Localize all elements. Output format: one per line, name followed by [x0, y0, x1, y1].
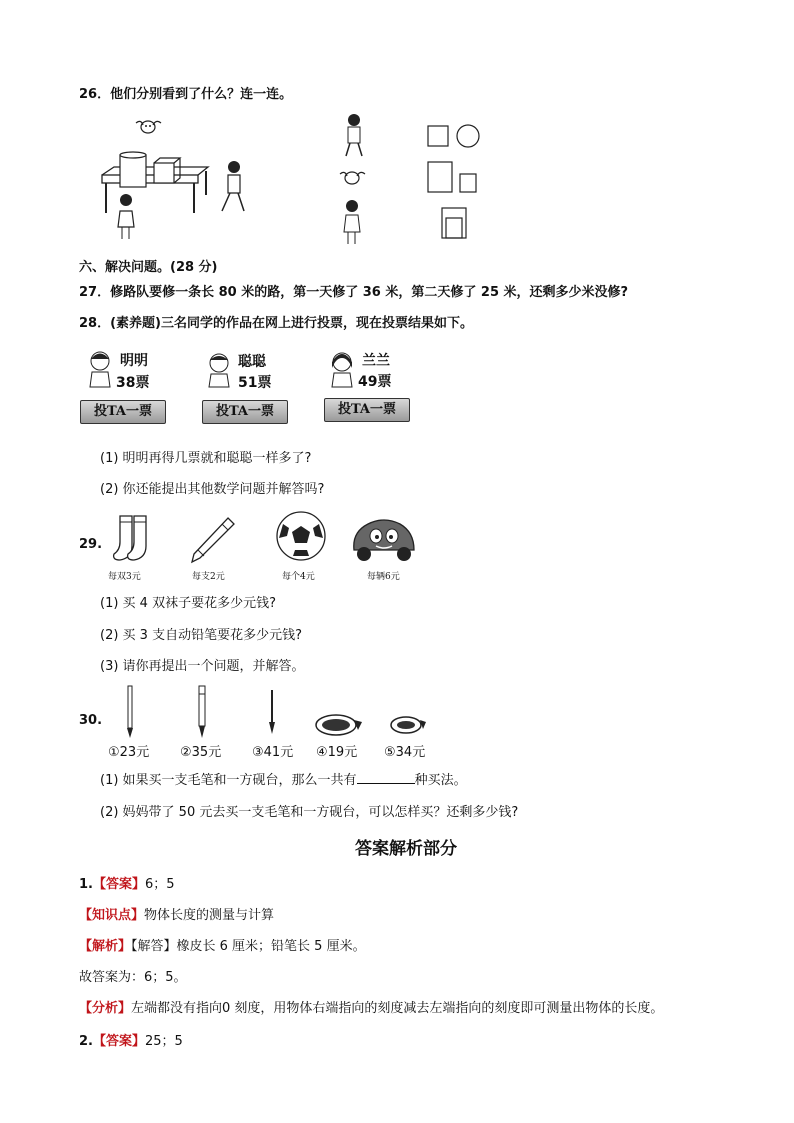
question-28-sub1: (1) 明明再得几票就和聪聪一样多了? [100, 451, 312, 466]
football-icon [275, 510, 327, 562]
vote-button-lanlan[interactable]: 投TA一票 [324, 398, 410, 422]
answer-blank[interactable] [357, 771, 415, 784]
question-29-number: 29. [79, 537, 103, 552]
boy-avatar-icon [205, 352, 233, 388]
answer-1 [79, 873, 175, 892]
view-overlap [442, 208, 466, 238]
view-square-circle [428, 125, 479, 147]
view-rect-square [428, 162, 476, 192]
brush-icon [124, 684, 136, 740]
inkstone-icon [388, 714, 428, 736]
method-value: 左端都没有指向0 刻度，用物体右端指向的刻度减去左端指向的刻度即可测量出物体的长度。 [131, 1001, 664, 1016]
knowledge-point [79, 904, 274, 923]
analysis [79, 935, 366, 954]
question-28-text: 28．(素养题)三名同学的作品在网上进行投票，现在投票结果如下。 [79, 316, 473, 331]
question-29-sub2: (2) 买 3 支自动铅笔要花多少元钱? [100, 628, 302, 643]
q26-viewers-column [336, 112, 376, 246]
answer-value: 6；5 [145, 877, 175, 892]
analysis-tag: 【解析】 [79, 939, 132, 954]
price-label: 每辆6元 [367, 572, 400, 582]
answer-value: 25；5 [145, 1034, 183, 1049]
vote-button-congcong[interactable]: 投TA一票 [202, 400, 288, 424]
bird-icon [136, 121, 161, 133]
answer-tag: 【答案】 [92, 877, 145, 892]
question-29-sub1: (1) 买 4 双袜子要花多少元钱? [100, 596, 276, 611]
boy-icon [346, 114, 362, 156]
sub1-text-before: (1) 如果买一支毛笔和一方砚台，那么一共有 [100, 773, 357, 788]
answer-2 [79, 1030, 183, 1049]
question-26-title: 26．他们分别看到了什么？连一连。 [79, 87, 293, 102]
method-analysis [79, 997, 663, 1016]
price-label: 每双3元 [108, 572, 141, 582]
candidate-name: 兰兰 [362, 353, 390, 369]
pencil-icon [186, 514, 236, 564]
analysis-value: 【解答】橡皮长 6 厘米；铅笔长 5 厘米。 [131, 939, 366, 954]
candidate-votes: 49票 [358, 374, 392, 390]
knowledge-value: 物体长度的测量与计算 [144, 908, 275, 923]
socks-icon [112, 514, 158, 564]
brush-icon [196, 684, 208, 740]
answer-tag: 【答案】 [92, 1034, 145, 1049]
item-label: ②35元 [180, 745, 222, 760]
inkstone-icon [314, 712, 364, 738]
price-label: 每支2元 [192, 572, 225, 582]
bird-icon [340, 172, 365, 184]
girl-icon [344, 200, 360, 244]
brush-icon [266, 688, 278, 738]
candidate-name: 明明 [120, 353, 148, 369]
q26-views-column [424, 122, 494, 242]
section-6-title: 六、解决问题。(28 分) [79, 260, 218, 275]
item-label: ④19元 [316, 745, 358, 760]
vote-button-mingming[interactable]: 投TA一票 [80, 400, 166, 424]
boy-avatar-icon [86, 350, 114, 388]
candidate-name: 聪聪 [238, 354, 266, 370]
question-30-sub2: (2) 妈妈带了 50 元去买一支毛笔和一方砚台，可以怎样买？还剩多少钱? [100, 805, 519, 820]
question-29-sub3: (3) 请你再提出一个问题，并解答。 [100, 659, 305, 674]
answer-number: 1. [79, 877, 93, 892]
question-27-text: 27．修路队要修一条长 80 米的路，第一天修了 36 米，第二天修了 25 米，还剩多少米没修? [79, 285, 629, 300]
question-28-sub2: (2) 你还能提出其他数学问题并解答吗? [100, 482, 325, 497]
price-label: 每个4元 [282, 572, 315, 582]
q26-scene-illustration [96, 115, 256, 245]
candidate-votes: 51票 [238, 375, 272, 391]
item-label: ⑤34元 [384, 745, 426, 760]
item-label: ①23元 [108, 745, 150, 760]
sub1-text-after: 种买法。 [414, 773, 467, 788]
knowledge-tag: 【知识点】 [79, 908, 145, 923]
girl-avatar-icon [328, 350, 356, 388]
method-tag: 【分析】 [79, 1001, 132, 1016]
item-label: ③41元 [252, 745, 294, 760]
answer-number: 2. [79, 1034, 93, 1049]
toy-car-icon [348, 512, 420, 564]
conclusion: 故答案为：6；5。 [79, 970, 187, 985]
answers-heading: 答案解析部分 [355, 839, 457, 859]
question-30-number: 30. [79, 713, 103, 728]
candidate-votes: 38票 [116, 375, 150, 391]
question-30-sub1 [100, 769, 467, 788]
